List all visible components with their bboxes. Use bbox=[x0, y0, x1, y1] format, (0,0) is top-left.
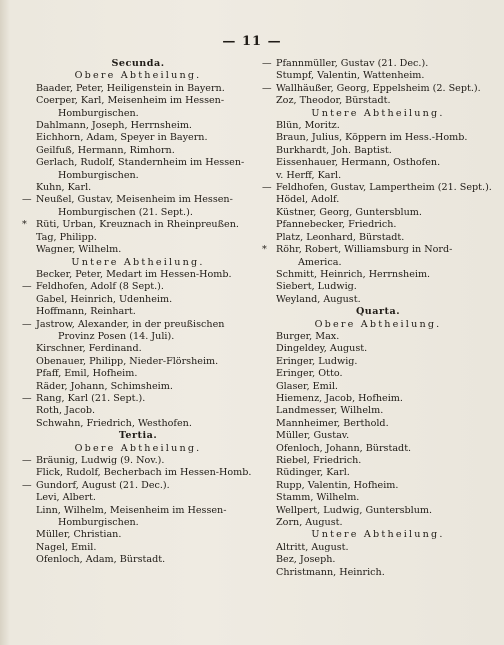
entry-text: Obere Abtheilung. bbox=[74, 70, 202, 82]
entry-text: Homburgischen. bbox=[58, 517, 139, 529]
student-entry bbox=[22, 529, 254, 541]
student-entry bbox=[22, 393, 254, 405]
section-subheading bbox=[22, 70, 254, 82]
entry-text: Becker, Peter, Medart im Hessen-Homb. bbox=[36, 268, 232, 280]
dash-marker: — bbox=[22, 479, 32, 491]
entry-text: Linn, Wilhelm, Meisenheim im Hessen- bbox=[36, 504, 227, 516]
student-entry bbox=[22, 182, 254, 194]
entry-text: Pfaff, Emil, Hofheim. bbox=[36, 368, 138, 380]
student-entry bbox=[22, 381, 254, 393]
student-entry bbox=[22, 132, 254, 144]
entry-text: Schmitt, Heinrich, Herrnsheim. bbox=[276, 268, 431, 280]
student-entry bbox=[262, 95, 494, 107]
student-entry bbox=[22, 368, 254, 380]
student-entry bbox=[262, 430, 494, 442]
student-entry bbox=[22, 294, 254, 306]
student-entry bbox=[262, 182, 494, 194]
student-entry bbox=[22, 281, 254, 293]
entry-text: Tertia. bbox=[118, 430, 158, 442]
entry-text: Räder, Johann, Schimsheim. bbox=[36, 380, 173, 392]
asterisk-marker: * bbox=[22, 219, 27, 231]
student-entry bbox=[22, 95, 254, 107]
student-entry bbox=[22, 319, 254, 331]
entry-text: Müller, Christian. bbox=[36, 529, 122, 541]
entry-text: Bez, Joseph. bbox=[276, 554, 336, 566]
entry-text: Röhr, Robert, Williamsburg in Nord- bbox=[276, 244, 453, 256]
entry-text: Coerper, Karl, Meisenheim im Hessen- bbox=[36, 95, 225, 107]
student-entry bbox=[262, 467, 494, 479]
entry-text: Platz, Leonhard, Bürstadt. bbox=[276, 231, 405, 243]
entry-text: Homburgischen. bbox=[58, 169, 139, 181]
entry-text: Christmann, Heinrich. bbox=[276, 566, 385, 578]
entry-text: Weyland, August. bbox=[276, 293, 361, 305]
entry-text: Feldhofen, Adolf (8 Sept.). bbox=[36, 281, 164, 293]
student-entry bbox=[262, 219, 494, 231]
entry-text: Rüti, Urban, Kreuznach in Rheinpreußen. bbox=[36, 219, 239, 231]
section-subheading bbox=[22, 443, 254, 455]
student-entry bbox=[262, 145, 494, 157]
section-subheading bbox=[262, 529, 494, 541]
student-entry bbox=[22, 194, 254, 206]
entry-text: Neußel, Gustav, Meisenheim im Hessen- bbox=[36, 194, 233, 206]
student-entry bbox=[262, 194, 494, 206]
entry-text: Stamm, Wilhelm. bbox=[276, 492, 360, 504]
student-entry bbox=[262, 480, 494, 492]
student-entry bbox=[22, 467, 254, 479]
entry-text: Gabel, Heinrich, Udenheim. bbox=[36, 293, 173, 305]
student-entry bbox=[22, 356, 254, 368]
entry-text: Homburgischen (21. Sept.). bbox=[58, 206, 193, 218]
entry-text: Blün, Moritz. bbox=[276, 120, 340, 132]
entry-text: Zorn, August. bbox=[276, 517, 343, 529]
entry-text: Baader, Peter, Heiligenstein in Bayern. bbox=[36, 82, 225, 94]
entry-text: Burkhardt, Joh. Baptist. bbox=[276, 144, 392, 156]
student-entry bbox=[22, 219, 254, 231]
entry-text: Quarta. bbox=[355, 306, 401, 318]
student-entry bbox=[262, 554, 494, 566]
student-entry bbox=[22, 120, 254, 132]
student-entry bbox=[22, 492, 254, 504]
entry-text: Untere Abtheilung. bbox=[311, 529, 445, 541]
entry-text: Rüdinger, Karl. bbox=[276, 467, 350, 479]
dash-marker: — bbox=[22, 194, 32, 206]
entry-text: Eringer, Otto. bbox=[276, 368, 343, 380]
student-entry bbox=[262, 120, 494, 132]
entry-text: Eissenhauer, Hermann, Osthofen. bbox=[276, 157, 441, 169]
student-entry bbox=[262, 157, 494, 169]
student-entry bbox=[22, 157, 254, 169]
entry-text: Braun, Julius, Köppern im Hess.-Homb. bbox=[276, 132, 468, 144]
entry-text: Mannheimer, Berthold. bbox=[276, 417, 389, 429]
entry-text: Jastrow, Alexander, in der preußischen bbox=[36, 318, 225, 330]
entry-text: America. bbox=[298, 256, 342, 268]
student-entry bbox=[22, 554, 254, 566]
dash-marker: — bbox=[22, 455, 32, 466]
entry-text: Kuhn, Karl. bbox=[36, 182, 92, 194]
entry-text: Obenauer, Philipp, Nieder-Flörsheim. bbox=[36, 355, 219, 367]
entry-text: Homburgischen. bbox=[58, 107, 139, 119]
student-entry bbox=[262, 343, 494, 355]
student-entry bbox=[262, 281, 494, 293]
dash-marker: — bbox=[262, 58, 272, 69]
entry-text: Kirschner, Ferdinand. bbox=[36, 343, 142, 355]
entry-text: Roth, Jacob. bbox=[36, 405, 96, 417]
entry-text: Flick, Rudolf, Becherbach im Hessen-Homb. bbox=[36, 467, 252, 479]
student-entry bbox=[262, 269, 494, 281]
entry-text: Rang, Karl (21. Sept.). bbox=[36, 392, 146, 404]
student-entry bbox=[22, 232, 254, 244]
entry-text: Müller, Gustav. bbox=[276, 430, 350, 442]
student-entry bbox=[262, 517, 494, 529]
asterisk-marker: * bbox=[262, 244, 267, 256]
entry-text: Bräunig, Ludwig (9. Nov.). bbox=[36, 455, 165, 466]
student-entry bbox=[22, 455, 254, 467]
entry-text: Untere Abtheilung. bbox=[71, 256, 205, 268]
student-entry bbox=[22, 542, 254, 554]
entry-text: Hoffmann, Reinhart. bbox=[36, 306, 136, 318]
entry-text: Dahlmann, Joseph, Herrnsheim. bbox=[36, 120, 192, 132]
right-column bbox=[262, 58, 494, 579]
student-entry bbox=[262, 368, 494, 380]
student-entry bbox=[262, 58, 494, 70]
entry-text: Obere Abtheilung. bbox=[314, 318, 442, 330]
class-heading bbox=[262, 306, 494, 318]
entry-text: Wellpert, Ludwig, Guntersblum. bbox=[276, 504, 433, 516]
entry-text: Eichhorn, Adam, Speyer in Bayern. bbox=[36, 132, 208, 144]
student-entry bbox=[262, 405, 494, 417]
entry-text: Dingeldey, August. bbox=[276, 343, 368, 355]
student-entry bbox=[262, 170, 494, 182]
entry-continuation bbox=[22, 331, 254, 343]
student-entry bbox=[262, 542, 494, 554]
entry-text: v. Herff, Karl. bbox=[276, 169, 342, 181]
entry-text: Nagel, Emil. bbox=[36, 541, 97, 553]
student-entry bbox=[262, 393, 494, 405]
entry-text: Ofenloch, Johann, Bürstadt. bbox=[276, 442, 412, 454]
entry-text: Geilfuß, Hermann, Rimhorn. bbox=[36, 144, 175, 156]
dash-marker: — bbox=[22, 392, 32, 404]
entry-text: Tag, Philipp. bbox=[36, 231, 97, 243]
student-entry bbox=[262, 381, 494, 393]
student-entry bbox=[262, 70, 494, 82]
entry-text: Feldhofen, Gustav, Lampertheim (21. Sept.). bbox=[276, 182, 492, 194]
entry-text: Gerlach, Rudolf, Standernheim im Hessen- bbox=[36, 157, 245, 169]
entry-text: Hiemenz, Jacob, Hofheim. bbox=[276, 392, 403, 404]
student-entry bbox=[262, 505, 494, 517]
student-entry bbox=[262, 331, 494, 343]
student-entry bbox=[262, 418, 494, 430]
entry-continuation bbox=[22, 207, 254, 219]
student-entry bbox=[262, 207, 494, 219]
entry-continuation bbox=[262, 257, 494, 269]
entry-text: Pfannebecker, Friedrich. bbox=[276, 219, 397, 231]
entry-text: Provinz Posen (14. Juli). bbox=[58, 330, 175, 342]
class-heading bbox=[22, 58, 254, 70]
entry-text: Küstner, Georg, Guntersblum. bbox=[276, 206, 422, 218]
student-entry bbox=[262, 356, 494, 368]
entry-text: Schwahn, Friedrich, Westhofen. bbox=[36, 417, 192, 429]
entry-text: Eringer, Ludwig. bbox=[276, 355, 358, 367]
student-entry bbox=[22, 145, 254, 157]
entry-text: Pfannmüller, Gustav (21. Dec.). bbox=[276, 58, 429, 69]
student-entry bbox=[262, 567, 494, 579]
student-entry bbox=[262, 132, 494, 144]
dash-marker: — bbox=[22, 318, 32, 330]
section-subheading bbox=[262, 108, 494, 120]
entry-text: Rupp, Valentin, Hofheim. bbox=[276, 479, 399, 491]
student-entry bbox=[262, 83, 494, 95]
entry-text: Zoz, Theodor, Bürstadt. bbox=[276, 95, 391, 107]
student-entry bbox=[262, 455, 494, 467]
student-entry bbox=[22, 343, 254, 355]
left-column bbox=[22, 58, 254, 567]
dash-marker: — bbox=[262, 82, 272, 94]
entry-text: Levi, Albert. bbox=[36, 492, 96, 504]
student-entry bbox=[22, 480, 254, 492]
entry-text: Wagner, Wilhelm. bbox=[36, 244, 122, 256]
section-subheading bbox=[22, 257, 254, 269]
student-entry bbox=[22, 269, 254, 281]
entry-continuation bbox=[22, 108, 254, 120]
entry-continuation bbox=[22, 517, 254, 529]
entry-text: Ofenloch, Adam, Bürstadt. bbox=[36, 554, 166, 566]
page-number: — 11 — bbox=[222, 34, 282, 49]
entry-continuation bbox=[22, 170, 254, 182]
entry-text: Stumpf, Valentin, Wattenheim. bbox=[276, 70, 425, 82]
entry-text: Gundorf, August (21. Dec.). bbox=[36, 479, 170, 491]
class-heading bbox=[22, 430, 254, 442]
student-entry bbox=[262, 492, 494, 504]
student-entry bbox=[22, 505, 254, 517]
student-entry bbox=[262, 232, 494, 244]
entry-text: Burger, Max. bbox=[276, 330, 340, 342]
entry-text: Secunda. bbox=[111, 58, 165, 69]
entry-text: Obere Abtheilung. bbox=[74, 442, 202, 454]
entry-text: Hödel, Adolf. bbox=[276, 194, 340, 206]
entry-text: Altritt, August. bbox=[276, 541, 349, 553]
entry-text: Siebert, Ludwig. bbox=[276, 281, 357, 293]
student-entry bbox=[22, 405, 254, 417]
section-subheading bbox=[262, 319, 494, 331]
student-entry bbox=[22, 83, 254, 95]
entry-text: Wallhäußer, Georg, Eppelsheim (2. Sept.). bbox=[276, 82, 481, 94]
dash-marker: — bbox=[262, 182, 272, 194]
student-entry bbox=[22, 418, 254, 430]
student-entry bbox=[22, 306, 254, 318]
student-entry bbox=[262, 294, 494, 306]
entry-text: Glaser, Emil. bbox=[276, 380, 338, 392]
student-entry bbox=[262, 443, 494, 455]
entry-text: Untere Abtheilung. bbox=[311, 107, 445, 119]
dash-marker: — bbox=[22, 281, 32, 293]
entry-text: Landmesser, Wilhelm. bbox=[276, 405, 384, 417]
entry-text: Riebel, Friedrich. bbox=[276, 455, 362, 466]
student-entry bbox=[262, 244, 494, 256]
student-entry bbox=[22, 244, 254, 256]
